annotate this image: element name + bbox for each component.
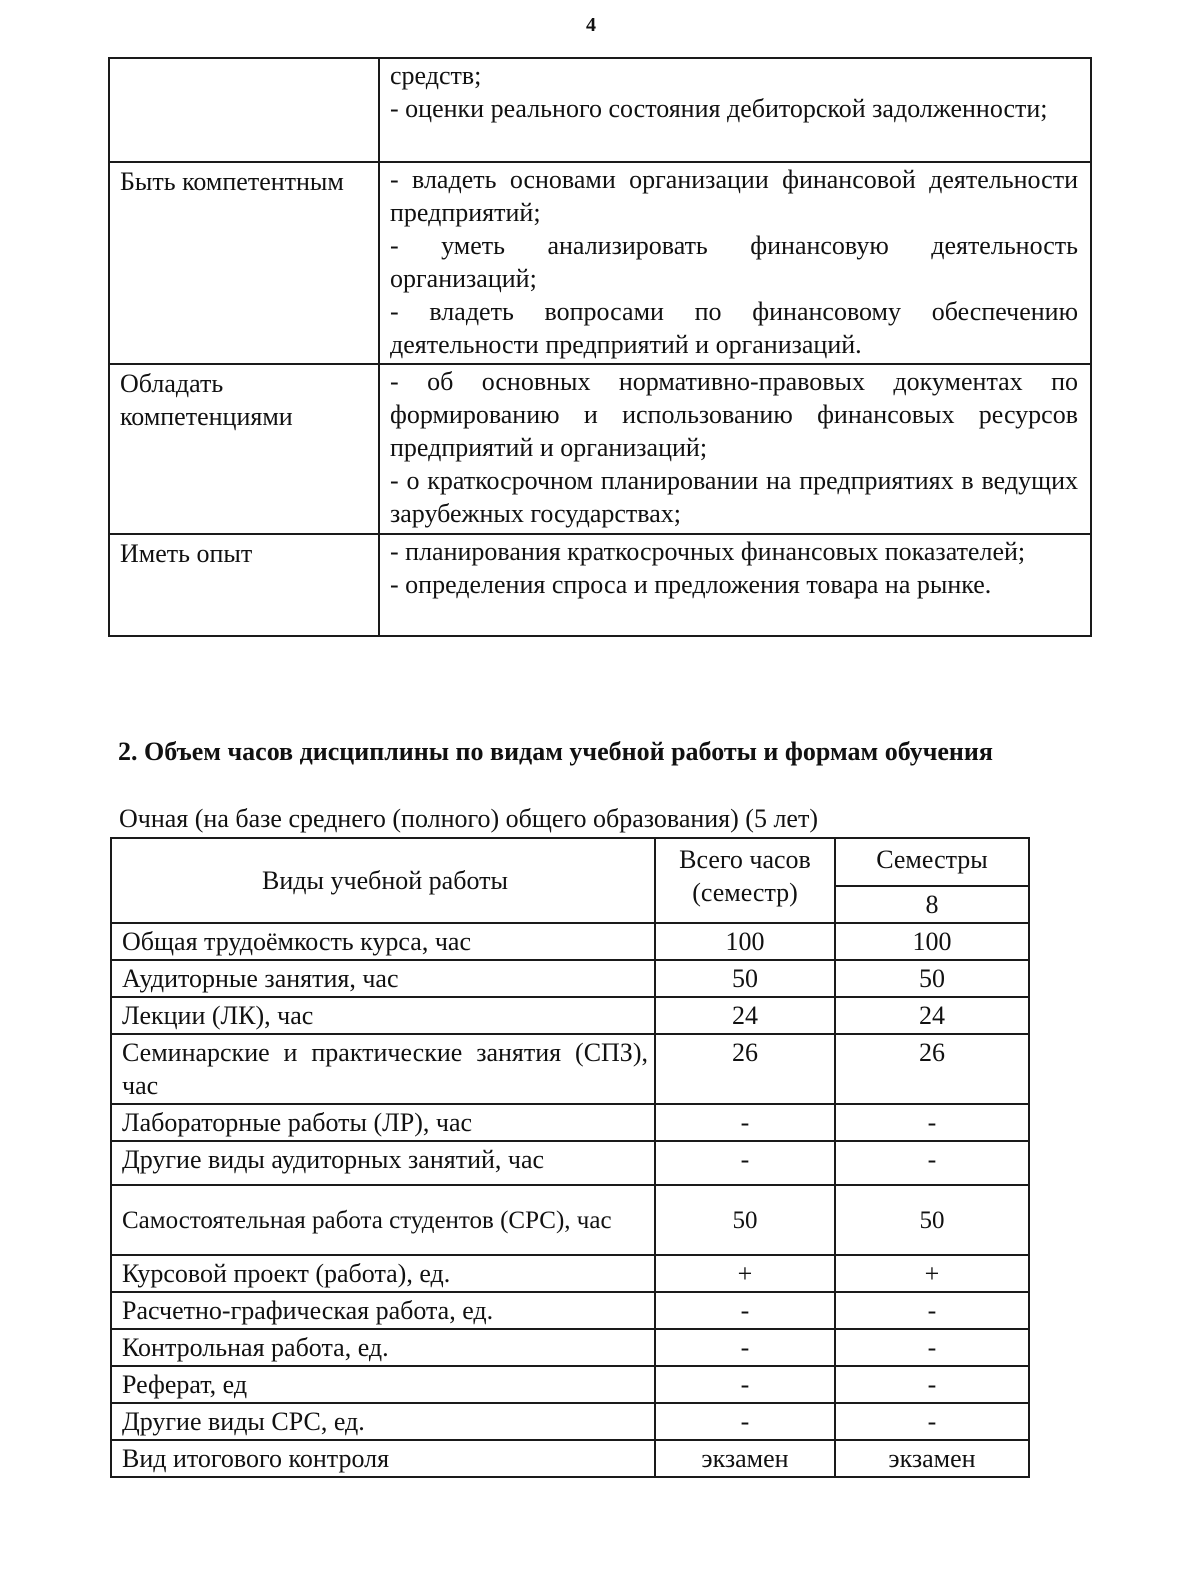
work-type-header: Виды учебной работы [111,838,655,923]
table-row [111,1329,1029,1366]
row-semester: 50 [835,960,1029,997]
hours-table [110,837,1030,1478]
row-name: Аудиторные занятия, час [111,960,655,997]
table-row [111,1292,1029,1329]
competency-item: - уметь анализировать финансовую деятельность организаций; [390,231,1078,293]
competency-item: - владеть основами организации финансовой деятельности предприятий; [390,165,1078,227]
table-row [111,1141,1029,1185]
row-name: Другие виды аудиторных занятий, час [111,1141,655,1185]
row-total: - [655,1329,835,1366]
row-name: Другие виды СРС, ед. [111,1403,655,1440]
competency-label [109,58,379,162]
row-total: - [655,1104,835,1141]
table-row [111,1185,1029,1255]
row-name: Общая трудоёмкость курса, час [111,923,655,960]
competency-label: Иметь опыт [109,534,379,636]
row-semester: 24 [835,997,1029,1034]
row-semester: экзамен [835,1440,1029,1477]
row-name: Семинарские и практические занятия (СПЗ), час [111,1034,655,1104]
competency-table [108,57,1092,637]
row-semester: - [835,1141,1029,1185]
table-row [111,1440,1029,1477]
row-total: экзамен [655,1440,835,1477]
competency-item: средств; [390,61,482,90]
row-semester: 100 [835,923,1029,960]
competency-item: - об основных нормативно-правовых документах по формированию и использованию финансовых ресурсов предприятий и организаций; [390,367,1078,462]
row-total: 26 [655,1034,835,1104]
row-total: 50 [655,1185,835,1255]
page-number: 4 [586,14,596,36]
table-row [109,162,1091,364]
row-semester: - [835,1329,1029,1366]
competency-text [379,162,1091,364]
row-total: - [655,1403,835,1440]
table-row [111,923,1029,960]
competency-item: - определения спроса и предложения товара на рынке. [390,570,992,599]
competency-text [379,534,1091,636]
header-row [111,838,1029,886]
table-row [109,364,1091,534]
row-name: Реферат, ед [111,1366,655,1403]
row-total: - [655,1141,835,1185]
row-name: Расчетно-графическая работа, ед. [111,1292,655,1329]
semester-number: 8 [835,886,1029,923]
row-semester: - [835,1366,1029,1403]
row-semester: 50 [835,1185,1029,1255]
competency-label: Обладать компетенциями [109,364,379,534]
table-row [109,58,1091,162]
competency-item: - владеть вопросами по финансовому обеспечению деятельности предприятий и организаций. [390,297,1078,359]
row-name: Вид итогового контроля [111,1440,655,1477]
row-total: 24 [655,997,835,1034]
competency-item: - планирования краткосрочных финансовых показателей; [390,537,1026,566]
row-semester: - [835,1292,1029,1329]
row-semester: - [835,1403,1029,1440]
row-name: Курсовой проект (работа), ед. [111,1255,655,1292]
table-row [109,534,1091,636]
competency-text [379,364,1091,534]
table-row [111,1255,1029,1292]
table-row [111,1403,1029,1440]
row-name: Самостоятельная работа студентов (СРС), час [111,1185,655,1255]
table-caption: Очная (на базе среднего (полного) общего образования) (5 лет) [119,804,818,833]
competency-text [379,58,1091,162]
row-total: + [655,1255,835,1292]
competency-item: - о краткосрочном планировании на предприятиях в ведущих зарубежных государствах; [390,466,1078,528]
total-hours-header: Всего часов (семестр) [655,838,835,923]
row-semester: 26 [835,1034,1029,1104]
row-semester: - [835,1104,1029,1141]
table-row [111,1366,1029,1403]
table-row [111,960,1029,997]
row-name: Лабораторные работы (ЛР), час [111,1104,655,1141]
semesters-header: Семестры [835,838,1029,886]
row-total: 50 [655,960,835,997]
row-semester: + [835,1255,1029,1292]
table-row [111,1034,1029,1104]
row-name: Лекции (ЛК), час [111,997,655,1034]
competency-label: Быть компетентным [109,162,379,364]
row-total: - [655,1366,835,1403]
row-total: - [655,1292,835,1329]
table-row [111,1104,1029,1141]
row-name: Контрольная работа, ед. [111,1329,655,1366]
section-heading: 2. Объем часов дисциплины по видам учебной работы и формам обучения [118,737,993,766]
row-total: 100 [655,923,835,960]
competency-item: - оценки реального состояния дебиторской задолженности; [390,94,1048,123]
hours-table-body [111,923,1029,1477]
table-row [111,997,1029,1034]
